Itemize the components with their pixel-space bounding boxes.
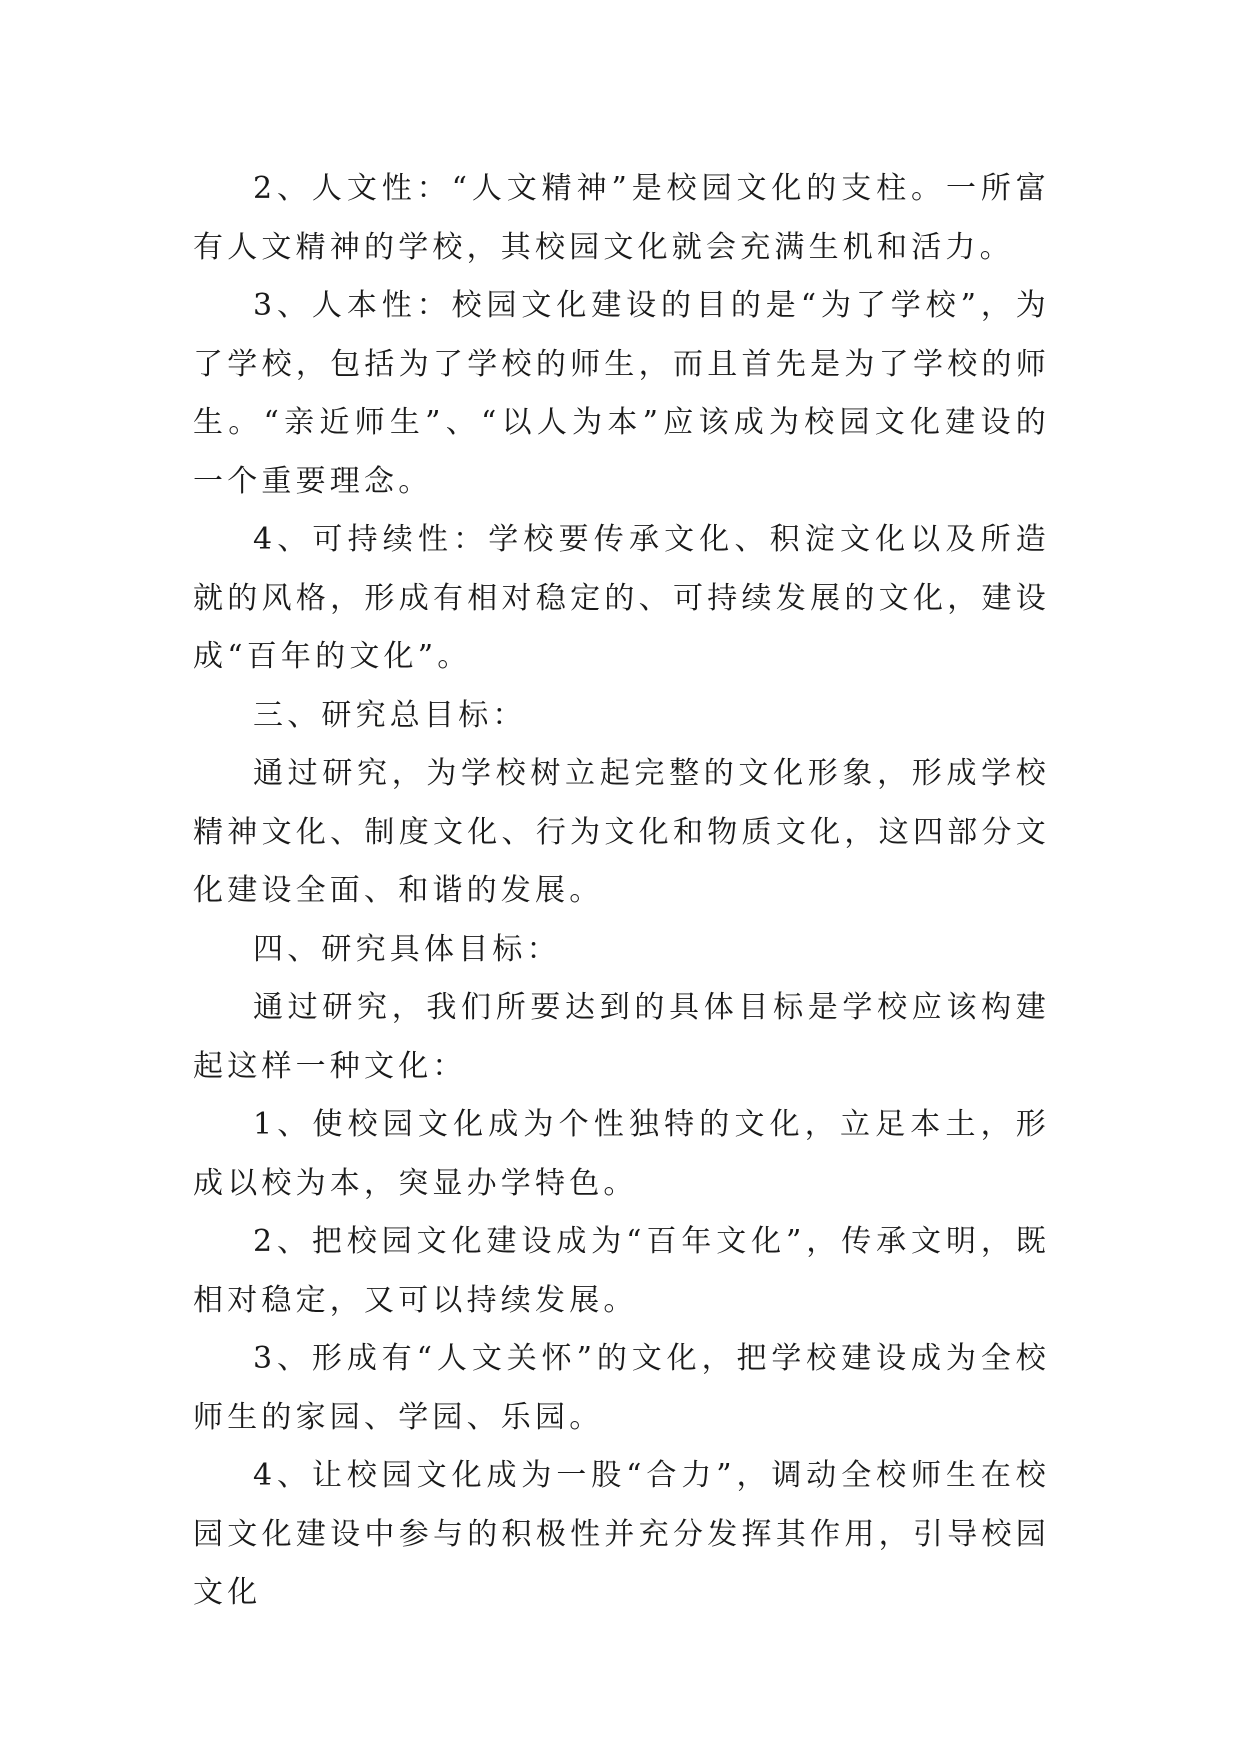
list-item-goal-2: 2、把校园文化建设成为“百年文化”，传承文明，既相对稳定，又可以持续发展。 bbox=[193, 1224, 1050, 1318]
paragraph-overall-goal: 通过研究，为学校树立起完整的文化形象，形成学校精神文化、制度文化、行为文化和物质文化，这四部分文化建设全面、和谐的发展。 bbox=[193, 756, 1050, 908]
paragraph-sustainability: 4、可持续性：学校要传承文化、积淀文化以及所造就的风格，形成有相对稳定的、可持续发展的文化，建设成“百年的文化”。 bbox=[193, 522, 1050, 674]
paragraph-people-oriented: 3、人本性：校园文化建设的目的是“为了学校”，为了学校，包括为了学校的师生，而且首先是为了学校的师生。“亲近师生”、“以人为本”应该成为校园文化建设的一个重要理念。 bbox=[193, 288, 1050, 499]
list-item-goal-4: 4、让校园文化成为一股“合力”，调动全校师生在校园文化建设中参与的积极性并充分发挥其作用，引导校园文化 bbox=[193, 1458, 1050, 1610]
list-item-goal-1: 1、使校园文化成为个性独特的文化，立足本土，形成以校为本，突显办学特色。 bbox=[193, 1107, 1050, 1201]
list-item-goal-3: 3、形成有“人文关怀”的文化，把学校建设成为全校师生的家园、学园、乐园。 bbox=[193, 1341, 1050, 1435]
paragraph-specific-goals-intro: 通过研究，我们所要达到的具体目标是学校应该构建起这样一种文化： bbox=[193, 990, 1050, 1084]
document-body bbox=[193, 160, 1050, 1623]
heading-overall-goal: 三、研究总目标： bbox=[253, 697, 527, 733]
heading-specific-goals: 四、研究具体目标： bbox=[253, 931, 561, 967]
paragraph-humanistic: 2、人文性：“人文精神”是校园文化的支柱。一所富有人文精神的学校，其校园文化就会充满生机和活力。 bbox=[193, 171, 1050, 265]
